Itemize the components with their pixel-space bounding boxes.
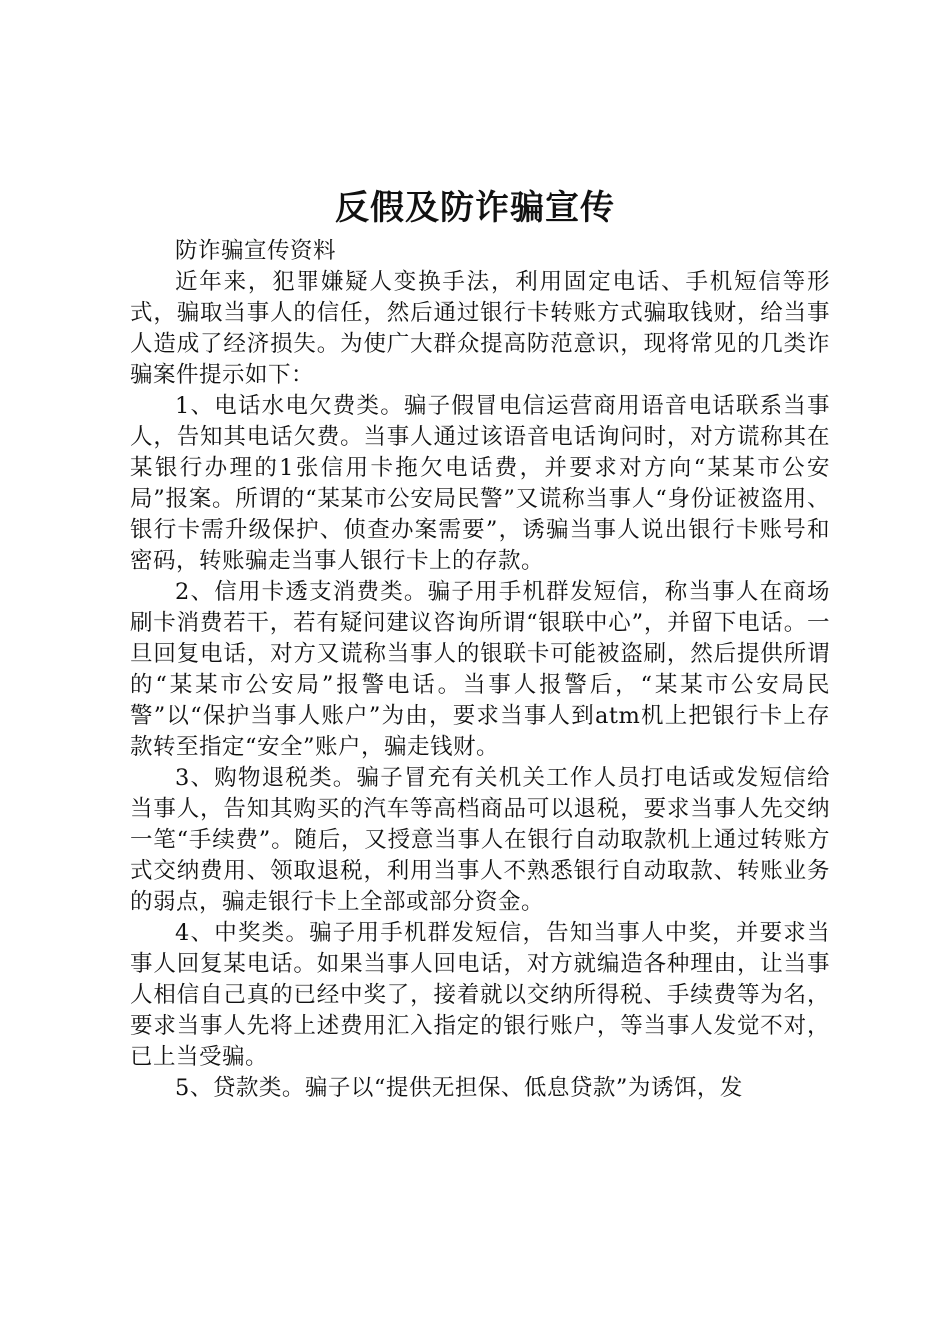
paragraph-phone-bill-scam: 1、电话水电欠费类。骗子假冒电信运营商用语音电话联系当事人，告知其电话欠费。当事人通过该语音电话询问时，对方谎称其在某银行办理的1张信用卡拖欠电话费，并要求对方向“某某市公安局”报案。所谓的“某某市公安局民警”又谎称当事人“身份证被盗用、银行卡需升级保护、侦查办案需要”，诱骗当事人说出银行卡账号和密码，转账骗走当事人银行卡上的存款。 [130, 393, 830, 574]
document-body [130, 236, 830, 1104]
intro-paragraph: 近年来，犯罪嫌疑人变换手法，利用固定电话、手机短信等形式，骗取当事人的信任，然后通过银行卡转账方式骗取钱财，给当事人造成了经济损失。为使广大群众提高防范意识，现将常见的几类诈骗案件提示如下： [130, 269, 830, 388]
document-title: 反假及防诈骗宣传 [335, 188, 615, 228]
paragraph-lottery-scam: 4、中奖类。骗子用手机群发短信，告知当事人中奖，并要求当事人回复某电话。如果当事人回电话，对方就编造各种理由，让当事人相信自己真的已经中奖了，接着就以交纳所得税、手续费等为名，要求当事人先将上述费用汇入指定的银行账户，等当事人发觉不对，已上当受骗。 [130, 920, 830, 1070]
subtitle-paragraph: 防诈骗宣传资料 [175, 238, 337, 264]
paragraph-loan-scam: 5、贷款类。骗子以“提供无担保、低息贷款”为诱饵，发 [175, 1075, 743, 1101]
paragraph-tax-refund-scam: 3、购物退税类。骗子冒充有关机关工作人员打电话或发短信给当事人，告知其购买的汽车等高档商品可以退税，要求当事人先交纳一笔“手续费”。随后，又授意当事人在银行自动取款机上通过转账方式交纳费用、领取退税，利用当事人不熟悉银行自动取款、转账业务的弱点，骗走银行卡上全部或部分资金。 [130, 765, 830, 915]
paragraph-credit-card-scam: 2、信用卡透支消费类。骗子用手机群发短信，称当事人在商场刷卡消费若干，若有疑问建议咨询所谓“银联中心”，并留下电话。一旦回复电话，对方又谎称当事人的银联卡可能被盗刷，然后提供所谓的“某某市公安局”报警电话。当事人报警后，“某某市公安局民警”以“保护当事人账户”为由，要求当事人到atm机上把银行卡上存款转至指定“安全”账户，骗走钱财。 [130, 579, 830, 760]
